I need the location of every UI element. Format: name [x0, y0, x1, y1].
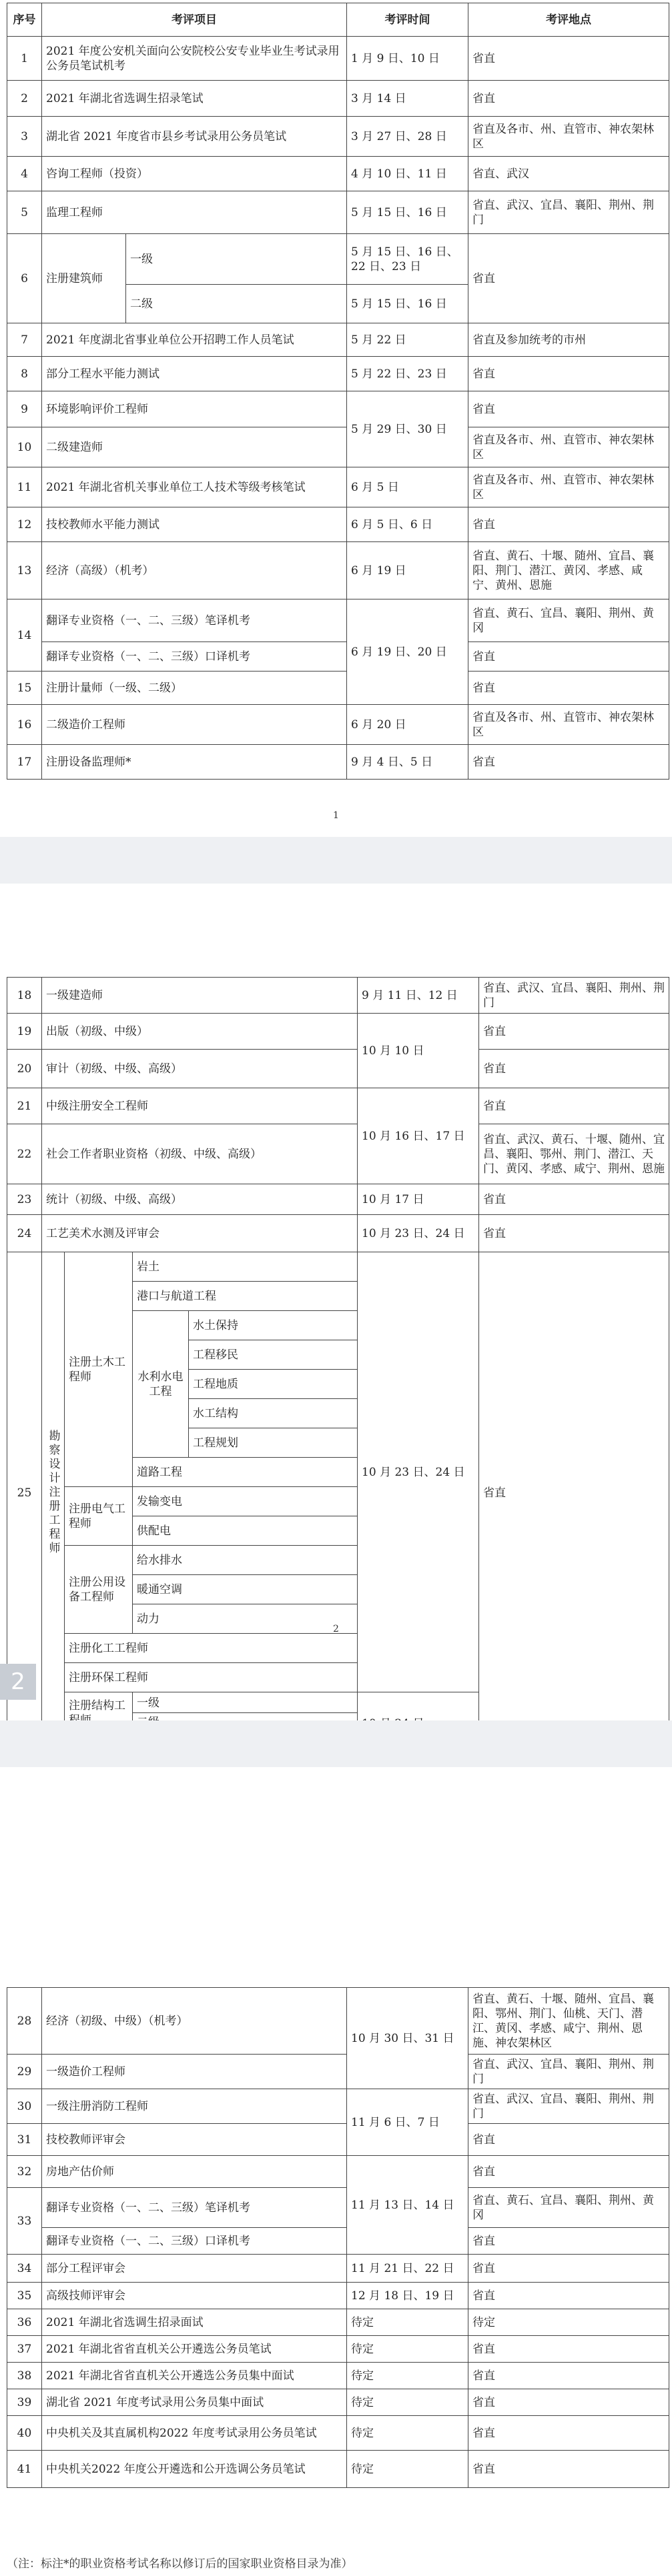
footnote: （注：标注*的职业资格考试名称以修订后的国家职业资格目录为准）: [7, 2557, 353, 2571]
table-row: 11 2021 年湖北省机关事业单位工人技术等级考核笔试 6 月 5 日 省直及各市、州、直管市、神农架林区: [7, 467, 669, 507]
table-row: 10 二级建造师 省直及各市、州、直管市、神农架林区: [7, 427, 669, 467]
table-row: 36 2021 年湖北省选调生招录面试 待定 待定: [7, 2309, 669, 2336]
table-row: 14 翻译专业资格（一、二、三级）笔译机考 6 月 19 日、20 日 省直、黄石、宜昌、襄阳、荆州、黄冈: [7, 599, 669, 642]
table-row: 32 房地产估价师 11 月 13 日、14 日 省直: [7, 2156, 669, 2188]
table-row: 二级 5 月 15 日、16 日: [7, 285, 669, 323]
page-badge: 2: [0, 1664, 36, 1700]
table-row: 37 2021 年湖北省省直机关公开遴选公务员笔试 待定 省直: [7, 2336, 669, 2363]
table-row: 33 翻译专业资格（一、二、三级）笔译机考 省直、黄石、宜昌、襄阳、荆州、黄冈: [7, 2188, 669, 2228]
table-row: 1 2021 年度公安机关面向公安院校公安专业毕业生考试录用公务员笔试机考 1 月 9 日、10 日 省直: [7, 37, 669, 81]
table-row: 3 湖北省 2021 年度省市县乡考试录用公务员笔试 3 月 27 日、28 日 省直及各市、州、直管市、神农架林区: [7, 117, 669, 157]
table-row: 17 注册设备监理师* 9 月 4 日、5 日 省直: [7, 745, 669, 780]
table-row: 31 技校教师评审会 省直: [7, 2124, 669, 2156]
page-2: [0, 884, 672, 1720]
table-row: 9 环境影响评价工程师 5 月 29 日、30 日 省直: [7, 391, 669, 427]
table-row: 翻译专业资格（一、二、三级）口译机考 省直: [7, 2228, 669, 2255]
table-row: 19 出版（初级、中级） 10 月 10 日 省直: [7, 1014, 669, 1050]
table-row: 15 注册计量师（一级、二级） 省直: [7, 672, 669, 705]
table-row: 28 经济（初级、中级）（机考） 10 月 30 日、31 日 省直、黄石、十堰、随州、宜昌、襄阳、鄂州、荆门、仙桃、天门、潜江、黄冈、孝感、咸宁、荆州、恩施、神农架林区: [7, 1988, 669, 2055]
table-row: 21 中级注册安全工程师 10 月 16 日、17 日 省直: [7, 1088, 669, 1124]
table-row: 5 监理工程师 5 月 15 日、16 日 省直、武汉、宜昌、襄阳、荆州、荆门: [7, 191, 669, 234]
header-row: [7, 3, 669, 37]
page-gap: [0, 837, 672, 884]
table-row: 13 经济（高级）（机考） 6 月 19 日 省直、黄石、十堰、随州、宜昌、襄阳、荆门、潜江、黄冈、孝感、咸宁、黄州、恩施: [7, 542, 669, 599]
table-row: 20 审计（初级、中级、高级） 省直: [7, 1050, 669, 1088]
table-row: 30 一级注册消防工程师 11 月 6 日、7 日 省直、武汉、宜昌、襄阳、荆州、荆门: [7, 2089, 669, 2124]
header-place: 考评地点: [468, 3, 669, 37]
table-row: 4 咨询工程师（投资） 4 月 10 日、11 日 省直、武汉: [7, 157, 669, 191]
page-3: [0, 1767, 672, 2576]
table-row: 18 一级建造师 9 月 11 日、12 日 省直、武汉、宜昌、襄阳、荆州、荆门: [7, 978, 669, 1014]
table-row: 翻译专业资格（一、二、三级）口译机考 省直: [7, 642, 669, 672]
table-row: 35 高级技师评审会 12 月 18 日、19 日 省直: [7, 2283, 669, 2309]
table-row: 34 部分工程评审会 11 月 21 日、22 日 省直: [7, 2255, 669, 2283]
table-row: 16 二级造价工程师 6 月 20 日 省直及各市、州、直管市、神农架林区: [7, 705, 669, 745]
table-row: 25 勘察设计注册工程师 注册土木工程师 岩土 10 月 23 日、24 日 省直: [7, 1252, 669, 1282]
exam-schedule-table-2: 18 一级建造师 9 月 11 日、12 日 省直、武汉、宜昌、襄阳、荆州、荆门 19 出版（初级、中级） 10 月 10 日 省直 20 审计（初级、中级、高级） 省直 21 中级注册安全工程师 10 月 16 日、17 日 省直 22 社会工作者职业资格（初级、中级、高级） 省直、武汉、黄石、十堰、随州、宜昌、襄阳、鄂州、荆门、潜江、天门、黄冈、孝感、咸宁、荆州、恩施 23 统计（初级、中级、高级） 10 月 17 日 省直 24 工艺美术水测及评审会 10 月 23 日、24 日 省直 25 勘察设计注册工程师 注册土木工程师 岩土 10 月 23 日、24 日 省直 港口与航道工程 水利水电工程 水土保持 工程移民 工程地质 水工结构 工程规划 道路工程 注册电气工程师 发输变电 供配电 注册公用设备工程师 给水排水 暖通空调 动力 注册化工工程师 注册环保工程师 注册结构工 一级: [7, 977, 669, 1803]
table-row: 12 技校教师水平能力测试 6 月 5 日、6 日 省直: [7, 507, 669, 542]
page-number: 2: [333, 1624, 339, 1634]
header-no: 序号: [7, 3, 42, 37]
header-project: 考评项目: [42, 3, 347, 37]
table-row: 8 部分工程水平能力测试 5 月 22 日、23 日 省直: [7, 357, 669, 391]
page-1: [0, 0, 672, 837]
table-row: 23 统计（初级、中级、高级） 10 月 17 日 省直: [7, 1184, 669, 1215]
table-row: 22 社会工作者职业资格（初级、中级、高级） 省直、武汉、黄石、十堰、随州、宜昌、襄阳、鄂州、荆门、潜江、天门、黄冈、孝感、咸宁、荆州、恩施: [7, 1124, 669, 1184]
table-row: 39 湖北省 2021 年度考试录用公务员集中面试 待定 省直: [7, 2389, 669, 2416]
page-number: 1: [333, 810, 339, 821]
exam-schedule-table-3: [7, 1987, 669, 2488]
exam-schedule-table-1: [7, 3, 669, 780]
table-row: 2 2021 年湖北省选调生招录笔试 3 月 14 日 省直: [7, 81, 669, 117]
table-row: 7 2021 年度湖北省事业单位公开招聘工作人员笔试 5 月 22 日 省直及参加统考的市州: [7, 323, 669, 357]
table-row: 29 一级造价工程师 省直、武汉、宜昌、襄阳、荆州、荆门: [7, 2055, 669, 2089]
page-gap: [0, 1720, 672, 1767]
table-row: 24 工艺美术水测及评审会 10 月 23 日、24 日 省直: [7, 1215, 669, 1252]
table-row: 41 中央机关2022 年度公开遴选和公开选调公务员笔试 待定 省直: [7, 2451, 669, 2488]
table-row: 6 注册建筑师 一级 5 月 15 日、16 日、22 日、23 日 省直: [7, 234, 669, 285]
table-row: 38 2021 年湖北省省直机关公开遴选公务员集中面试 待定 省直: [7, 2363, 669, 2389]
table-row: 40 中央机关及其直属机构2022 年度考试录用公务员笔试 待定 省直: [7, 2416, 669, 2451]
header-time: 考评时间: [347, 3, 468, 37]
